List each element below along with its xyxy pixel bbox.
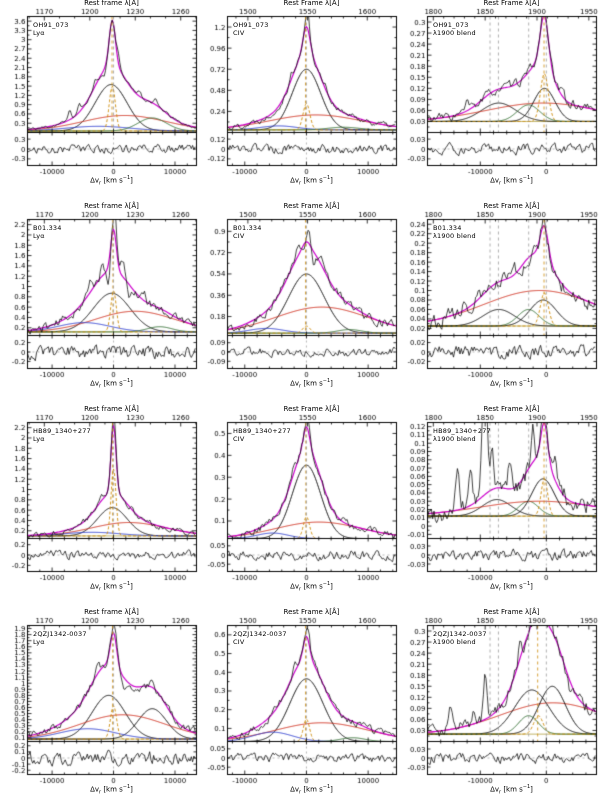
x-axis-title-part: [km s [501,785,523,794]
x-axis-title-part: r [299,586,302,593]
object-name-label: 2QZJ1342-0037 [233,630,287,638]
object-name-label: OH91_073 [433,21,469,29]
x-axis-title-part: −1 [522,175,531,181]
spectral-panel-hb89-1340-lya [0,406,200,609]
x-axis-title-part: Δv [490,582,500,591]
spectral-panel-b01-334-lya [0,203,200,406]
x-axis-title-part: ] [530,176,533,185]
panel-canvas-b01-334-lya [0,203,200,406]
spectral-panel-hb89-1340-civ [200,406,400,609]
top-axis-title: Rest frame λ[Å] [84,405,139,413]
object-name-label: OH91_073 [233,21,269,29]
x-axis-title-part: [km s [301,582,323,591]
x-axis-title-part: r [299,180,302,187]
x-axis-title-part: r [299,383,302,390]
object-name-label: HB89_1340+277 [233,427,291,435]
emission-line-label: CIV [233,232,245,240]
object-name-label: 2QZJ1342-0037 [433,630,487,638]
emission-line-label: Lyα [33,638,45,646]
x-axis-title-part: [km s [501,176,523,185]
spectral-panel-b01-334-1900 [400,203,600,406]
spectral-panel-2qzj1342-lya [0,609,200,812]
panel-canvas-hb89-1340-civ [200,406,400,609]
x-axis-title-part: [km s [101,785,123,794]
x-axis-title-part: Δv [290,379,300,388]
x-axis-title-part: Δv [90,582,100,591]
emission-line-label: Lyα [33,435,45,443]
emission-line-label: λ1900 blend [433,638,476,646]
x-axis-title-part: ] [330,176,333,185]
x-axis-title-part: r [499,586,502,593]
panel-canvas-hb89-1340-lya [0,406,200,609]
top-axis-title: Rest Frame λ[Å] [283,202,340,210]
spectral-panel-b01-334-civ [200,203,400,406]
object-name-label: B01.334 [433,224,462,232]
x-axis-title-part: [km s [501,582,523,591]
panel-canvas-hb89-1340-1900 [400,406,600,609]
object-name-label: B01.334 [233,224,262,232]
x-axis-title-part: ] [330,379,333,388]
x-axis-title-part: [km s [301,785,323,794]
panel-canvas-oh91-073-1900 [400,0,600,203]
emission-line-label: CIV [233,29,245,37]
x-axis-title-part: ] [130,785,133,794]
x-axis-title-part: −1 [522,378,531,384]
x-axis-title-part: ] [330,785,333,794]
spectral-panel-oh91-073-civ [200,0,400,203]
x-axis-title-part: r [499,180,502,187]
emission-line-label: CIV [233,638,245,646]
panel-canvas-oh91-073-lya [0,0,200,203]
top-axis-title: Rest Frame λ[Å] [283,608,340,616]
x-axis-title-part: −1 [122,378,131,384]
x-axis-title-part: ] [330,582,333,591]
top-axis-title: Rest Frame λ[Å] [483,0,540,7]
x-axis-title-part: ] [530,582,533,591]
emission-line-label: λ1900 blend [433,435,476,443]
panel-canvas-2qzj1342-civ [200,609,400,812]
top-axis-title: Rest Frame λ[Å] [283,0,340,7]
panel-canvas-b01-334-civ [200,203,400,406]
x-axis-title-part: Δv [490,176,500,185]
emission-line-label: CIV [233,435,245,443]
top-axis-title: Rest frame λ[Å] [84,0,139,7]
x-axis-title-part: Δv [290,582,300,591]
emission-line-label: Lyα [33,29,45,37]
x-axis-title-part: ] [130,176,133,185]
x-axis-title-part: −1 [122,784,131,790]
x-axis-title-part: Δv [290,176,300,185]
spectral-panel-2qzj1342-1900 [400,609,600,812]
x-axis-title-part: Δv [490,379,500,388]
top-axis-title: Rest Frame λ[Å] [483,608,540,616]
panel-canvas-2qzj1342-1900 [400,609,600,812]
x-axis-title-part: [km s [101,582,123,591]
x-axis-title-part: Δv [290,785,300,794]
object-name-label: 2QZJ1342-0037 [33,630,87,638]
x-axis-title-part: ] [530,785,533,794]
top-axis-title: Rest Frame λ[Å] [483,405,540,413]
x-axis-title-part: r [99,789,102,796]
x-axis-title-part: −1 [122,581,131,587]
spectral-panel-2qzj1342-civ [200,609,400,812]
spectral-panel-oh91-073-lya [0,0,200,203]
x-axis-title-part: −1 [522,784,531,790]
x-axis-title-part: [km s [301,176,323,185]
panel-canvas-b01-334-1900 [400,203,600,406]
x-axis-title-part: Δv [90,785,100,794]
x-axis-title-part: −1 [322,784,331,790]
panel-canvas-2qzj1342-lya [0,609,200,812]
x-axis-title-part: r [299,789,302,796]
x-axis-title-part: ] [530,379,533,388]
x-axis-title-part: Δv [90,379,100,388]
x-axis-title-part: r [499,789,502,796]
panel-canvas-oh91-073-civ [200,0,400,203]
object-name-label: OH91_073 [33,21,69,29]
spectral-panel-hb89-1340-1900 [400,406,600,609]
x-axis-title-part: −1 [522,581,531,587]
x-axis-title-part: r [99,180,102,187]
x-axis-title-part: −1 [322,581,331,587]
emission-line-label: Lyα [33,232,45,240]
object-name-label: B01.334 [33,224,62,232]
top-axis-title: Rest Frame λ[Å] [483,202,540,210]
top-axis-title: Rest Frame λ[Å] [283,405,340,413]
x-axis-title-part: −1 [122,175,131,181]
x-axis-title-part: [km s [101,176,123,185]
top-axis-title: Rest frame λ[Å] [84,608,139,616]
x-axis-title-part: [km s [501,379,523,388]
x-axis-title-part: −1 [322,175,331,181]
x-axis-title-part: ] [130,582,133,591]
x-axis-title-part: [km s [101,379,123,388]
x-axis-title-part: −1 [322,378,331,384]
x-axis-title-part: r [499,383,502,390]
emission-line-label: λ1900 blend [433,29,476,37]
x-axis-title-part: Δv [90,176,100,185]
top-axis-title: Rest frame λ[Å] [84,202,139,210]
x-axis-title-part: [km s [301,379,323,388]
x-axis-title-part: r [99,383,102,390]
x-axis-title-part: ] [130,379,133,388]
x-axis-title-part: Δv [490,785,500,794]
object-name-label: HB89_1340+277 [433,427,491,435]
emission-line-label: λ1900 blend [433,232,476,240]
x-axis-title-part: r [99,586,102,593]
spectral-panel-oh91-073-1900 [400,0,600,203]
object-name-label: HB89_1340+277 [33,427,91,435]
